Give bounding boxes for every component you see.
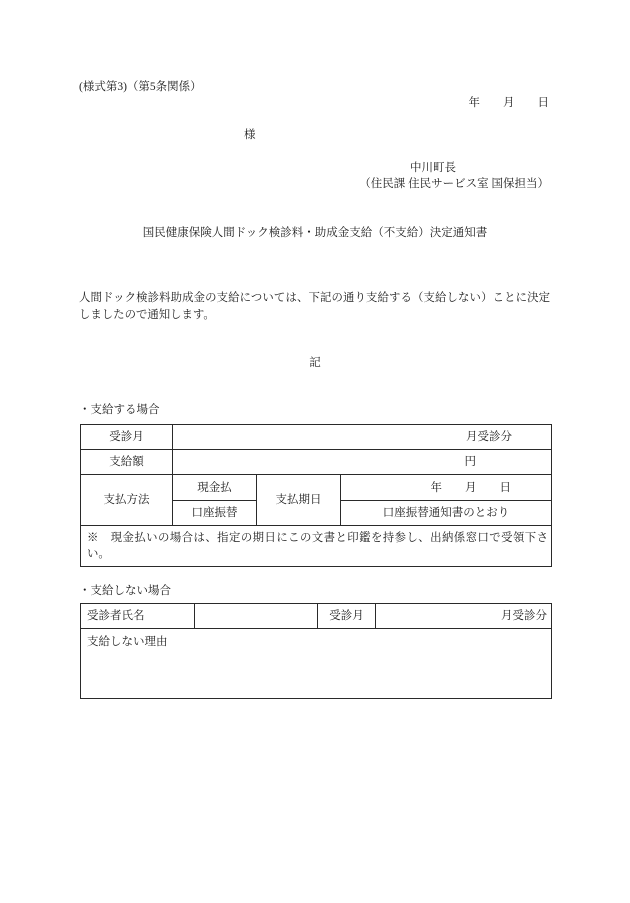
ki-heading: 記 <box>309 357 321 369</box>
amount-row <box>81 450 552 475</box>
patient-row <box>81 604 552 629</box>
form-number: (様式第3)（第5条関係） <box>79 81 202 93</box>
exam-month-value: 月受診分 <box>173 425 552 450</box>
payment-table <box>80 424 552 567</box>
body-line-1: 人間ドック検診料助成金の支給については、下記の通り支給する（支給しない）ことに決定 <box>79 292 550 304</box>
due-date-label: 支払期日 <box>257 475 341 526</box>
non-payment-table <box>80 603 552 699</box>
note-row <box>81 526 552 567</box>
note-line-2: い。 <box>87 548 110 560</box>
note-line-1: ※ 現金払いの場合は、指定の期日にこの文書と印鑑を持参し、出納係窓口で受領下さ <box>87 532 549 544</box>
exam-month-value: 月受診分 <box>376 604 552 629</box>
addressee-honorific: 様 <box>244 129 256 141</box>
non-payment-section-heading: ・支給しない場合 <box>79 585 171 597</box>
due-date-cash: 年 月 日 <box>341 475 552 501</box>
amount-value: 円 <box>173 450 552 475</box>
sender-name: 中川町長 <box>410 162 456 174</box>
exam-month-row <box>81 425 552 450</box>
payment-method-row-cash <box>81 475 552 501</box>
exam-month-label: 受診月 <box>318 604 376 629</box>
non-payment-reason-label: 支給しない理由 <box>87 636 168 648</box>
reason-row <box>81 629 552 699</box>
payment-method-cash: 現金払 <box>173 475 257 501</box>
sender-department: （住民課 住民サービス室 国保担当） <box>359 178 549 190</box>
body-line-2: しましたので通知します。 <box>79 309 215 321</box>
body-paragraph <box>79 290 550 324</box>
issue-date: 年 月 日 <box>468 97 549 109</box>
payment-method-label: 支払方法 <box>81 475 173 526</box>
cash-payment-note <box>81 526 552 567</box>
non-payment-reason <box>81 629 552 699</box>
patient-name-label: 受診者氏名 <box>81 604 195 629</box>
payment-section-heading: ・支給する場合 <box>79 404 160 416</box>
due-date-transfer: 口座振替通知書のとおり <box>341 501 552 526</box>
patient-name-value <box>195 604 318 629</box>
payment-method-transfer: 口座振替 <box>173 501 257 526</box>
exam-month-label: 受診月 <box>81 425 173 450</box>
document-title: 国民健康保険人間ドック検診料・助成金支給（不支給）決定通知書 <box>142 227 488 239</box>
amount-label: 支給額 <box>81 450 173 475</box>
